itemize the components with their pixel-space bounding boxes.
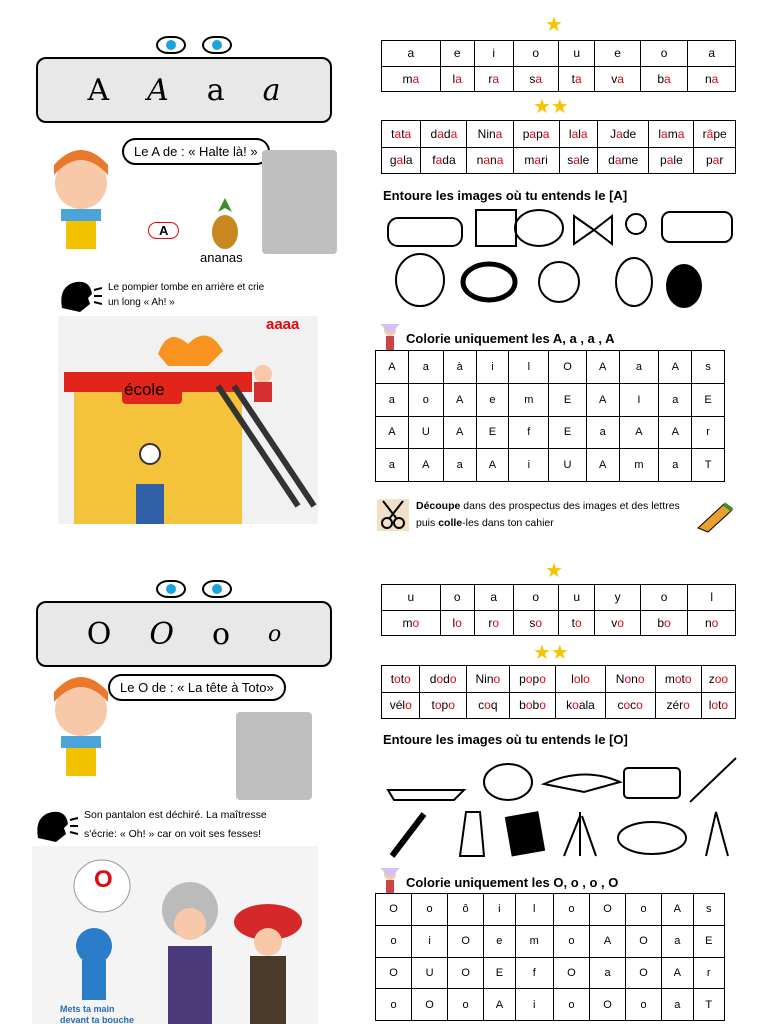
grid-cell[interactable]: E	[476, 416, 509, 449]
letter-grid-o	[375, 893, 725, 1021]
letter-small: a	[206, 72, 225, 108]
grid-cell[interactable]: m	[515, 925, 553, 957]
fire-scene	[58, 316, 318, 524]
table-cell: l	[688, 585, 736, 611]
teacher-scene	[32, 846, 318, 1024]
letter-small: o	[211, 616, 231, 652]
eye-icon	[156, 580, 186, 598]
table-cell: lolo	[556, 666, 606, 693]
table-cell: u	[558, 585, 595, 611]
letter-script-cap: O	[149, 616, 174, 652]
a-tag: A	[148, 222, 179, 239]
table-cell: a	[382, 41, 441, 67]
table-cell: o	[440, 585, 474, 611]
table-cell: koala	[556, 692, 606, 719]
table-cell: va	[595, 66, 640, 92]
letter-box-a	[36, 57, 332, 123]
grid-cell[interactable]: A	[376, 416, 409, 449]
school-illustration	[58, 316, 318, 524]
word-table-o	[381, 665, 736, 719]
table-cell: ra	[474, 66, 513, 92]
grid-cell[interactable]: i	[476, 351, 509, 384]
table-cell: zéro	[655, 692, 701, 719]
speaker-head-icon	[34, 808, 78, 844]
grid-cell[interactable]: a	[662, 989, 693, 1021]
ananas-label: ananas	[200, 250, 243, 265]
grid-cell[interactable]: A	[408, 449, 443, 482]
table-cell: o	[513, 41, 558, 67]
grid-cell[interactable]: a	[619, 351, 659, 384]
table-cell: o	[640, 41, 688, 67]
grid-cell[interactable]: I	[619, 383, 659, 416]
table-cell: i	[474, 41, 513, 67]
table-cell: Jade	[597, 121, 649, 148]
table-cell: dada	[421, 121, 467, 148]
scissors-icon	[375, 497, 411, 533]
grid-cell[interactable]: T	[692, 449, 725, 482]
table-cell: mo	[382, 610, 441, 636]
grid-cell[interactable]: a	[662, 925, 693, 957]
grid-cell[interactable]: U	[549, 449, 587, 482]
grid-cell[interactable]: o	[553, 925, 589, 957]
speech-bubble-a: Le A de : « Halte là! »	[122, 138, 270, 165]
table-cell: ta	[558, 66, 595, 92]
table-cell: vo	[595, 610, 640, 636]
grid-cell[interactable]: O	[376, 957, 412, 989]
girl-illustration	[36, 145, 126, 255]
grid-cell[interactable]: f	[509, 416, 549, 449]
table-cell: Nono	[605, 666, 655, 693]
ecole-sign: école	[124, 380, 165, 399]
grid-cell[interactable]: U	[412, 957, 448, 989]
grid-cell[interactable]: i	[509, 449, 549, 482]
table-cell: no	[688, 610, 736, 636]
boy-photo	[262, 150, 337, 254]
table-cell: sa	[513, 66, 558, 92]
grid-cell[interactable]: o	[553, 894, 589, 926]
eyes-a	[148, 36, 240, 59]
grid-cell[interactable]: f	[515, 957, 553, 989]
grid-cell[interactable]: o	[626, 989, 662, 1021]
table-cell: e	[440, 41, 474, 67]
letter-grid-a	[375, 350, 725, 482]
grid-cell[interactable]: A	[443, 383, 476, 416]
table-cell: ba	[640, 66, 688, 92]
story-o: Son pantalon est déchiré. La maîtresse s'écrie: « Oh! » car on voit ses fesses!	[84, 809, 267, 840]
grid-cell[interactable]: o	[412, 894, 448, 926]
table-cell: râpe	[694, 121, 736, 148]
grid-cell[interactable]: r	[692, 416, 725, 449]
table-cell: Nina	[467, 121, 513, 148]
grid-cell[interactable]: e	[476, 383, 509, 416]
grid-cell[interactable]: O	[376, 894, 412, 926]
table-cell: e	[595, 41, 640, 67]
grid-cell[interactable]: A	[484, 989, 515, 1021]
table-cell: y	[595, 585, 640, 611]
grid-cell[interactable]: A	[443, 416, 476, 449]
grid-cell[interactable]: A	[662, 957, 693, 989]
grid-cell[interactable]: T	[693, 989, 724, 1021]
table-cell: la	[440, 66, 474, 92]
grid-cell[interactable]: O	[589, 989, 625, 1021]
table-cell: popo	[509, 666, 555, 693]
eye-icon	[156, 36, 186, 54]
aaaa-text: aaaa	[266, 316, 300, 333]
table-cell: bobo	[509, 692, 555, 719]
table-cell: dodo	[420, 666, 466, 693]
vowel-table-a	[381, 40, 736, 92]
grid-cell[interactable]: a	[586, 416, 619, 449]
table-cell: fada	[421, 147, 467, 174]
grid-cell[interactable]: A	[619, 416, 659, 449]
star-icon: ★	[545, 14, 563, 36]
grid-cell[interactable]: E	[549, 383, 587, 416]
letter-script-small: a	[262, 72, 281, 108]
grid-cell[interactable]: a	[376, 383, 409, 416]
grid-cell[interactable]: O	[549, 351, 587, 384]
table-cell: papa	[513, 121, 559, 148]
grid-cell[interactable]: A	[589, 925, 625, 957]
grid-cell[interactable]: O	[448, 957, 484, 989]
grid-cell[interactable]: E	[693, 925, 724, 957]
table-cell: u	[382, 585, 441, 611]
grid-cell[interactable]: o	[376, 989, 412, 1021]
picture-row-a	[384, 206, 744, 312]
star-icon: ★	[545, 560, 563, 582]
grid-cell[interactable]: O	[626, 957, 662, 989]
table-cell: so	[513, 610, 558, 636]
grid-cell[interactable]: O	[626, 925, 662, 957]
letter-cap: O	[86, 616, 112, 652]
grid-cell[interactable]: a	[376, 449, 409, 482]
table-cell: Nino	[466, 666, 509, 693]
grid-cell[interactable]: ô	[448, 894, 484, 926]
table-cell: coco	[605, 692, 655, 719]
grid-cell[interactable]: a	[589, 957, 625, 989]
table-cell: lala	[559, 121, 597, 148]
grid-cell[interactable]: O	[589, 894, 625, 926]
grid-cell[interactable]: a	[408, 351, 443, 384]
colorie-o: Colorie uniquement les O, o , o , O	[406, 875, 619, 890]
grid-cell[interactable]: i	[412, 925, 448, 957]
grid-cell[interactable]: m	[619, 449, 659, 482]
table-cell: par	[694, 147, 736, 174]
letter-script-small: o	[268, 621, 282, 647]
table-cell: tata	[382, 121, 421, 148]
table-cell: ro	[474, 610, 513, 636]
star-icon: ★★	[533, 642, 569, 664]
boy-photo	[236, 712, 312, 800]
grid-cell[interactable]: A	[376, 351, 409, 384]
grid-cell[interactable]: m	[509, 383, 549, 416]
glue-icon	[694, 500, 734, 534]
grid-cell[interactable]: A	[586, 449, 619, 482]
grid-cell[interactable]: r	[693, 957, 724, 989]
table-cell: topo	[420, 692, 466, 719]
speaker-head-icon	[58, 278, 102, 314]
table-cell: loto	[701, 692, 735, 719]
decoupe-text: Découpe dans des prospectus des images et des lettres puis colle-les dans ton cahier	[416, 500, 680, 529]
table-cell: u	[558, 41, 595, 67]
colorie-a: Colorie uniquement les A, a , a , A	[406, 331, 615, 346]
eye-icon	[202, 36, 232, 54]
o-bubble-letter: O	[94, 866, 113, 893]
entoure-a: Entoure les images où tu entends le [A]	[383, 188, 628, 203]
table-cell: lo	[440, 610, 474, 636]
grid-cell[interactable]: e	[484, 925, 515, 957]
grid-cell[interactable]: A	[659, 351, 692, 384]
letter-box-o	[36, 601, 332, 667]
grid-cell[interactable]: E	[484, 957, 515, 989]
speech-bubble-o: Le O de : « La tête à Toto»	[108, 674, 286, 701]
grid-cell[interactable]: s	[692, 351, 725, 384]
grid-cell[interactable]: A	[586, 351, 619, 384]
grid-cell[interactable]: o	[448, 989, 484, 1021]
table-cell: na	[688, 66, 736, 92]
letter-script-cap: A	[147, 72, 169, 108]
grid-cell[interactable]: O	[553, 957, 589, 989]
fairy-icon	[376, 320, 404, 354]
table-cell: lama	[649, 121, 694, 148]
table-cell: o	[513, 585, 558, 611]
eye-icon	[202, 580, 232, 598]
grid-cell[interactable]: A	[662, 894, 693, 926]
grid-cell[interactable]: a	[659, 383, 692, 416]
table-cell: a	[474, 585, 513, 611]
grid-cell[interactable]: a	[443, 449, 476, 482]
table-cell: ma	[382, 66, 441, 92]
table-cell: pale	[649, 147, 694, 174]
grid-cell[interactable]: o	[408, 383, 443, 416]
grid-cell[interactable]: o	[553, 989, 589, 1021]
mets-text: Mets ta main devant ta bouche	[60, 1004, 135, 1024]
vowel-table-o	[381, 584, 736, 636]
grid-cell[interactable]: A	[476, 449, 509, 482]
table-cell: zoo	[701, 666, 735, 693]
table-cell: a	[688, 41, 736, 67]
table-cell: sale	[559, 147, 597, 174]
grid-cell[interactable]: à	[443, 351, 476, 384]
table-cell: dame	[597, 147, 649, 174]
grid-cell[interactable]: U	[408, 416, 443, 449]
grid-cell[interactable]: a	[659, 449, 692, 482]
grid-cell[interactable]: E	[549, 416, 587, 449]
letter-cap: A	[87, 72, 110, 108]
table-cell: moto	[655, 666, 701, 693]
table-cell: o	[640, 585, 688, 611]
grid-cell[interactable]: i	[484, 894, 515, 926]
story-a: Le pompier tombe en arrière et crie un long « Ah! »	[108, 282, 265, 308]
grid-cell[interactable]: s	[693, 894, 724, 926]
grid-cell[interactable]: O	[412, 989, 448, 1021]
table-cell: mari	[513, 147, 559, 174]
pineapple-icon	[208, 198, 242, 250]
grid-cell[interactable]: i	[515, 989, 553, 1021]
grid-cell[interactable]: l	[509, 351, 549, 384]
entoure-o: Entoure les images où tu entends le [O]	[383, 732, 628, 747]
grid-cell[interactable]: l	[515, 894, 553, 926]
table-cell: to	[558, 610, 595, 636]
table-cell: nana	[467, 147, 513, 174]
table-cell: coq	[466, 692, 509, 719]
grid-cell[interactable]: A	[586, 383, 619, 416]
grid-cell[interactable]: E	[692, 383, 725, 416]
grid-cell[interactable]: o	[626, 894, 662, 926]
word-table-a	[381, 120, 736, 174]
picture-row-o	[384, 752, 750, 862]
grid-cell[interactable]: o	[376, 925, 412, 957]
grid-cell[interactable]: A	[659, 416, 692, 449]
eyes-o	[148, 580, 240, 603]
table-cell: bo	[640, 610, 688, 636]
table-cell: gala	[382, 147, 421, 174]
table-cell: vélo	[382, 692, 420, 719]
grid-cell[interactable]: O	[448, 925, 484, 957]
table-cell: toto	[382, 666, 420, 693]
star-icon: ★★	[533, 96, 569, 118]
